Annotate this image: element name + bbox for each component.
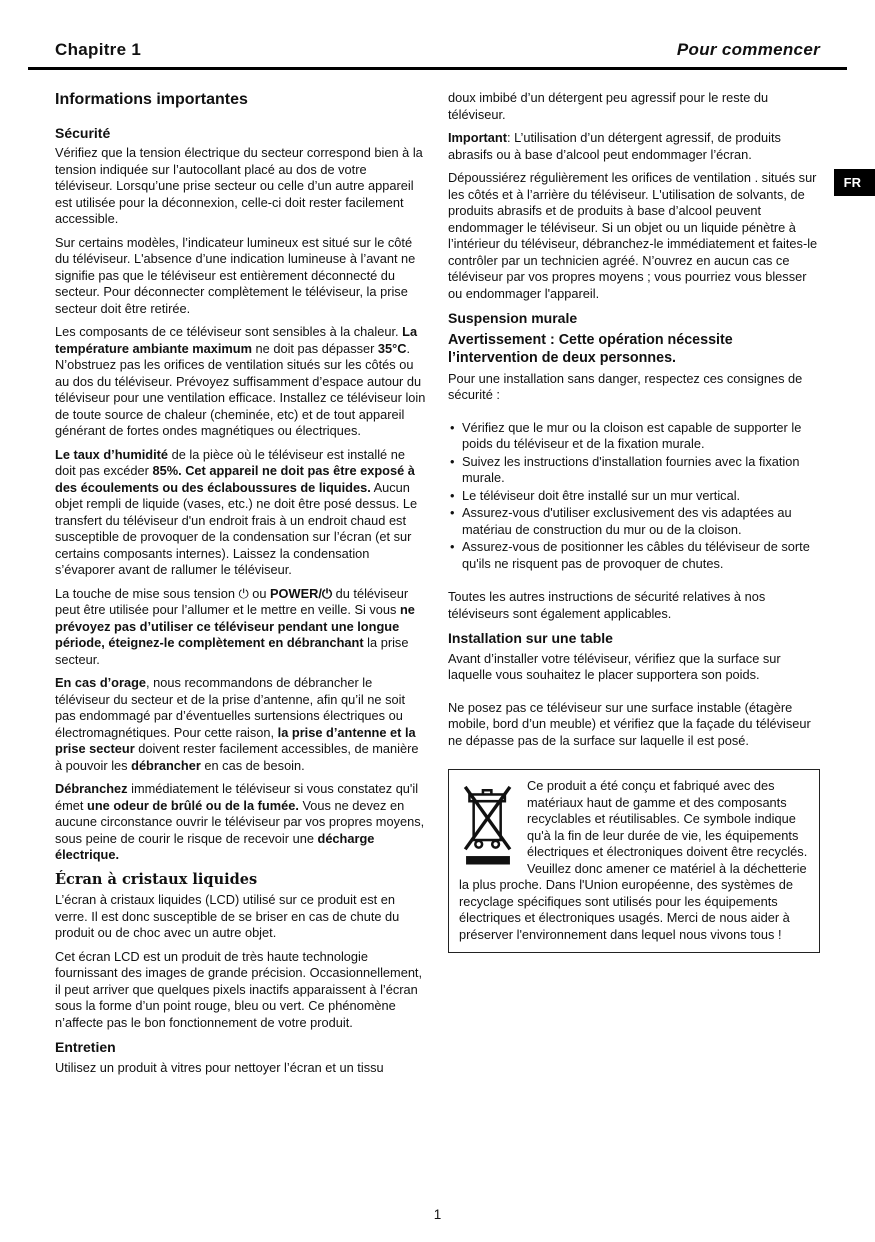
heading-installation-table: Installation sur une table bbox=[448, 630, 613, 647]
text-run: , nous recommandons de débrancher le téléviseur du secteur et de la prise d’antenne, afin qu’il ne soit pas endommagé par d’éventuelles surtensions électriques ou électromagnétiques. Pour cette raison, bbox=[55, 675, 405, 740]
page-number: 1 bbox=[433, 1207, 442, 1222]
text-run: Avant d’installer votre téléviseur, vérifiez que la surface sur laquelle vous souhaitez le placer supportera son poids. bbox=[448, 650, 781, 683]
para-tension-secteur bbox=[55, 145, 427, 228]
text-run: du téléviseur peut être utilisée pour l’allumer et le mettre en veille. Si vous bbox=[55, 585, 409, 617]
text-run: Dépoussiérez régulièrement les orifices de ventilation . situés sur les côtés et à l’arrière du téléviseur. L'utilisation de solvants, de produits abrasifs et de produits à base d’alcool peuvent endommager le téléviseur. Si un objet ou un liquide pénètre à l’intérieur du téléviseur, débranchez-le immédiatement et faites-le contrôler par un technicien agréé. N’ouvrez en aucun cas ce téléviseur par vos propres moyens ; vous pourriez vous blesser ou endommager l'appareil. bbox=[448, 170, 818, 301]
language-tab: FR bbox=[834, 169, 875, 196]
text-run: immédiatement le téléviseur si vous constatez qu'il émet bbox=[55, 781, 419, 813]
bold-run: En cas d’orage bbox=[55, 675, 147, 690]
text-run: Utilisez un produit à vitres pour nettoyer l’écran et un tissu bbox=[55, 1059, 384, 1075]
bullet-item: • Suivez les instructions d'installation fournies avec la fixation murale. bbox=[448, 454, 820, 487]
para-autres-instructions bbox=[448, 589, 820, 622]
right-column bbox=[448, 90, 820, 1083]
bold-run: ne prévoyez pas d’utiliser ce téléviseur pendant une longue période, éteignez-le complètement en débranchant bbox=[55, 602, 415, 650]
spacer bbox=[448, 756, 820, 765]
bold-run: une odeur de brûlé ou de la fumée. bbox=[87, 797, 299, 813]
text-run: la prise secteur. bbox=[55, 635, 409, 667]
bold-run: La température ambiante maximum bbox=[55, 324, 418, 356]
recycle-notice-box bbox=[448, 769, 820, 953]
para-depoussierez bbox=[448, 170, 820, 302]
text-run: doux imbibé d’un détergent peu agressif pour le reste du téléviseur. bbox=[448, 90, 769, 122]
chapter-label: Chapitre 1 bbox=[55, 40, 142, 59]
bold-run: POWER/⏻ bbox=[270, 585, 333, 601]
bold-run: la prise d’antenne et la prise secteur bbox=[55, 724, 416, 756]
text-run: de la pièce où le téléviseur est installé ne doit pas excéder bbox=[55, 446, 405, 478]
para-important-detergent bbox=[448, 130, 820, 163]
para-orage bbox=[55, 675, 427, 774]
text-run: Ce produit a été conçu et fabriqué avec des matériaux haut de gamme et des composants recyclables et réutilisables. Ce symbole indique qu'à la fin de leur durée de vie, les équipements électriques et électroniques doivent être recyclés. bbox=[527, 778, 808, 860]
text-run: : L’utilisation d’un détergent agressif, de produits abrasifs ou à base d’alcool peut endommager l’écran. bbox=[448, 130, 781, 162]
page-header bbox=[28, 40, 847, 70]
text-run: L’écran à cristaux liquides (LCD) utilisé sur ce produit est en verre. Il est donc susceptible de se briser en cas de chute du produit ou de choc avec un autre objet. bbox=[55, 892, 400, 940]
text-run: Veuillez donc amener ce matériel à la déchetterie la plus proche. Dans l'Union européenne, des systèmes de recyclage spécifiques sont utilisés pour les équipements électriques et électroniques usagés. Merci de nous aider à préserver l'environnement dans lequel nous vivons tous ! bbox=[459, 860, 807, 942]
para-mise-sous-tension bbox=[55, 586, 427, 669]
heading-securite: Sécurité bbox=[55, 124, 111, 141]
para-entretien-debut bbox=[55, 1060, 427, 1077]
bold-run: Important bbox=[448, 130, 508, 145]
left-column bbox=[55, 90, 427, 1083]
para-lcd-verre bbox=[55, 892, 427, 942]
para-entretien-suite bbox=[448, 90, 820, 123]
bold-run: décharge électrique. bbox=[55, 830, 375, 862]
text-run: Cet écran LCD est un produit de très haute technologie fournissant des images de grande précision. Occasionnellement, il peut arriver que quelques pixels inactifs apparaissent à l’écran sous la forme d’un point rouge, bleu ou vert. Ce phénomène n’affecte pas le bon fonctionnement de votre produit. bbox=[55, 948, 423, 1030]
heading-suspension-murale: Suspension murale bbox=[448, 310, 578, 326]
para-installation-sans-danger bbox=[448, 371, 820, 404]
heading-entretien: Entretien bbox=[55, 1039, 116, 1055]
text-run: Pour une installation sans danger, respectez ces consignes de sécurité : bbox=[448, 370, 803, 403]
section-title-informations-importantes: Informations importantes bbox=[55, 91, 248, 108]
spacer bbox=[448, 411, 820, 420]
bold-run: débrancher bbox=[131, 757, 201, 773]
para-debranchez-fumee bbox=[55, 781, 427, 864]
text-run: Aucun objet rempli de liquide (vases, etc.) ne doit être posé dessus. Le transfert du téléviseur d'un endroit frais à un endroit chaud est susceptible de provoquer de la condensation sur l’écran (et sur certains composants internes). Laissez la condensation s’évaporer avant de rallumer le téléviseur. bbox=[55, 479, 418, 577]
text-run: doivent rester facilement accessibles, de manière à pouvoir les bbox=[55, 741, 419, 773]
bold-run: 85%. Cet appareil ne doit pas être exposé à des écoulements ou des éclaboussures de liquides. bbox=[55, 463, 415, 495]
spacer bbox=[448, 691, 820, 700]
para-humidite bbox=[55, 447, 427, 579]
bold-run: Avertissement : Cette opération nécessite l’intervention de deux personnes. bbox=[448, 331, 733, 367]
text-run: Sur certains modèles, l’indicateur lumineux est situé sur le côté du téléviseur. L'absence d’une indication lumineuse à l’avant ne signifie pas que le téléviseur est entièrement déconnecté du secteur. Pour déconnecter complètement le téléviseur, la prise secteur doit être retirée. bbox=[55, 234, 416, 316]
para-chaleur-temperature bbox=[55, 324, 427, 440]
text-run: Vérifiez que la tension électrique du secteur correspond bien à la tension indiquée sur l’autocollant placé au dos de votre téléviseur. Lorsqu’une prise secteur ou celle d’un autre appareil est utilisée pour la déconnexion, celle-ci doit rester facilement accessible. bbox=[55, 145, 423, 226]
para-indicateur-lumineux bbox=[55, 235, 427, 318]
bullet-item: • Vérifiez que le mur ou la cloison est capable de supporter le poids du téléviseur et de la fixation murale. bbox=[448, 420, 820, 453]
heading-ecran-cristaux-liquides: Écran à cristaux liquides bbox=[55, 870, 258, 888]
text-run: Les composants de ce téléviseur sont sensibles à la chaleur. bbox=[55, 324, 403, 339]
bullet-item: • Le téléviseur doit être installé sur un mur vertical. bbox=[448, 488, 820, 505]
bullet-item: • Assurez-vous d'utiliser exclusivement des vis adaptées au matériau de construction du mur ou de la cloison. bbox=[448, 505, 820, 538]
bold-run: Le taux d’humidité bbox=[55, 446, 169, 462]
text-run: Toutes les autres instructions de sécurité relatives à nos téléviseurs sont également applicables. bbox=[448, 589, 766, 621]
text-run: ne doit pas dépasser bbox=[252, 340, 378, 356]
spacer bbox=[448, 580, 820, 589]
bold-run: 35°C bbox=[377, 340, 407, 356]
para-surface-instable bbox=[448, 700, 820, 750]
section-label: Pour commencer bbox=[676, 40, 820, 59]
text-run: Ne posez pas ce téléviseur sur une surface instable (étagère mobile, bord d’un meuble) et vérifiez que la façade du téléviseur ne dépasse pas de la surface sur laquelle il est posé. bbox=[448, 699, 811, 748]
para-surface-poids bbox=[448, 651, 820, 684]
bold-run: Débranchez bbox=[55, 781, 128, 796]
text-run: Vous ne devez en aucune circonstance ouvrir le téléviseur par vos propres moyens, sous peine de courir le risque de recevoir une bbox=[55, 797, 425, 846]
weee-crossed-out-bin-icon bbox=[461, 780, 515, 873]
warning-deux-personnes bbox=[448, 331, 820, 368]
bullet-item: • Assurez-vous de positionner les câbles du téléviseur de sorte qu'ils ne risquent pas de provoquer de chutes. bbox=[448, 539, 820, 572]
text-run: en cas de besoin. bbox=[200, 757, 305, 773]
content-columns bbox=[0, 70, 875, 1083]
text-run: . N’obstruez pas les orifices de ventilation situés sur les côtés ou au dos du téléviseur. Prévoyez suffisamment d’espace autour du téléviseur pour une ventilation efficace. Installez ce téléviseur loin de toute source de chaleur (cheminée, etc) et de tout appareil générant de fortes ondes magnétiques ou électriques. bbox=[55, 340, 426, 438]
text-run: La touche de mise sous tension ⏻ ou bbox=[55, 585, 271, 601]
bullet-list-consignes bbox=[448, 420, 820, 573]
para-lcd-pixels bbox=[55, 949, 427, 1032]
